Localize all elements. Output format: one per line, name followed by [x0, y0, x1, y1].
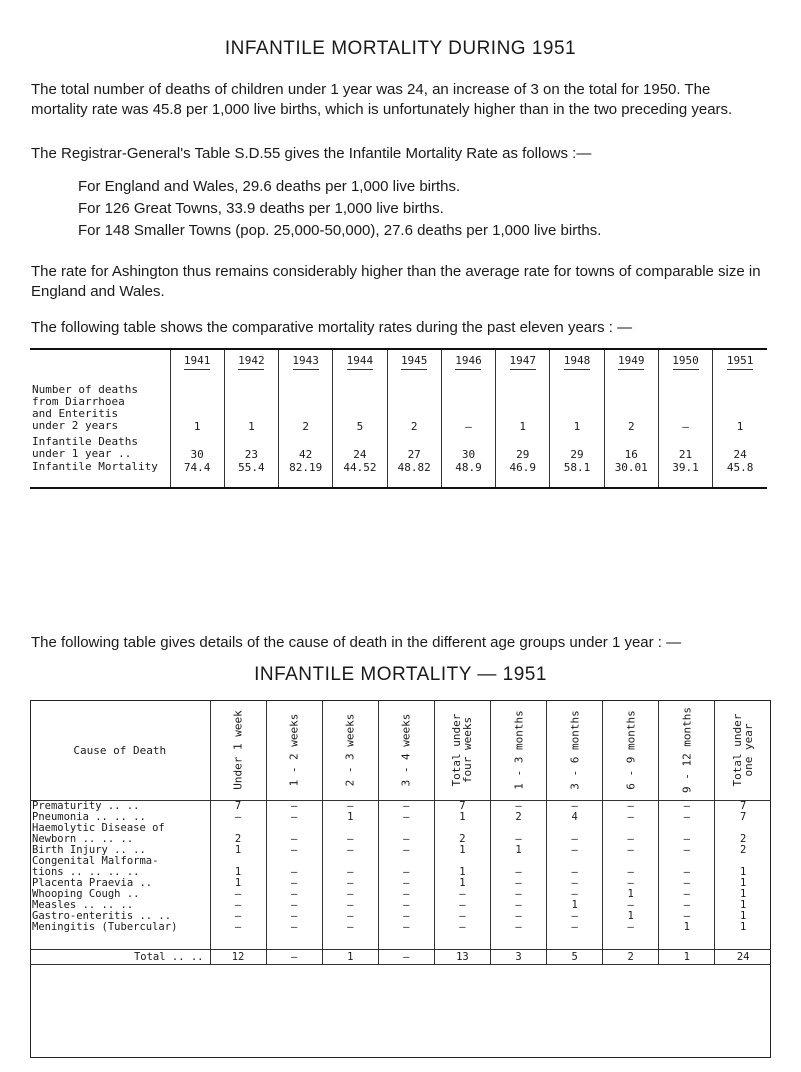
cause-header: Cause of Death [30, 700, 210, 801]
table-cell: — [210, 812, 266, 823]
table-cell [715, 933, 771, 941]
registrar-paragraph: The Registrar-General's Table S.D.55 gives the Infantile Mortality Rate as follows :— [31, 145, 592, 162]
year-header: 1948 [550, 349, 604, 378]
table-cell: — [322, 911, 378, 922]
table-cell [715, 941, 771, 950]
diarrhoea-deaths-row [30, 378, 767, 433]
table-cell: 1 [210, 878, 266, 889]
table-cell [378, 941, 434, 950]
cause-label: Whooping Cough .. [32, 888, 140, 900]
table-cell: — [322, 801, 378, 813]
table-cell: — [490, 878, 546, 889]
age-column-header: 6 - 9 months [603, 700, 659, 801]
table-cell: 1 [434, 867, 490, 878]
row-label: Infantile Mortality [32, 460, 158, 473]
table-cell: 21 [658, 433, 712, 461]
table-cell: — [322, 922, 378, 933]
table-cell [490, 941, 546, 950]
table-cell [603, 933, 659, 941]
table-cell: — [322, 867, 378, 878]
table-cell: — [603, 801, 659, 813]
table-cell: — [322, 878, 378, 889]
spacer-row [30, 933, 771, 941]
year-header-row [30, 349, 767, 378]
page-title: INFANTILE MORTALITY DURING 1951 [224, 38, 577, 59]
table-cell: — [434, 900, 490, 911]
table-cell: 1 [547, 900, 603, 911]
table-cell [659, 933, 715, 941]
table-cell: — [322, 845, 378, 856]
table-cell [490, 933, 546, 941]
table-cell: 7 [715, 801, 771, 813]
cause-intro: The following table gives details of the cause of death in the different age groups under 1 year : — [31, 634, 682, 651]
age-column-header: 3 - 4 weeks [378, 700, 434, 801]
table-cell: 7 [210, 801, 266, 813]
table-cell: — [658, 378, 712, 433]
table-cell: 1 [550, 378, 604, 433]
table-cell [434, 941, 490, 950]
table-cell: — [547, 878, 603, 889]
table-cell: — [210, 922, 266, 933]
table-cell: — [266, 878, 322, 889]
table-cell: — [266, 812, 322, 823]
table-cell: 30 [170, 433, 224, 461]
table-cell: — [378, 889, 434, 900]
age-column-header: 9 - 12 months [659, 700, 715, 801]
table-cell: — [378, 834, 434, 845]
table-cell: 16 [604, 433, 658, 461]
table-cell: — [378, 845, 434, 856]
table-cell: 27 [387, 433, 441, 461]
table-cell: — [322, 900, 378, 911]
table-cell: 46.9 [496, 461, 550, 488]
comparative-intro: The following table shows the comparative mortality rates during the past eleven years : — [31, 319, 633, 336]
table-cell: — [434, 889, 490, 900]
table-cell: 2 [387, 378, 441, 433]
table-cell: — [603, 867, 659, 878]
year-header: 1945 [387, 349, 441, 378]
table-cell: 1 [434, 845, 490, 856]
table-cell: — [603, 900, 659, 911]
cause-label: Congenital Malforma- [32, 855, 159, 867]
label-header [30, 349, 170, 378]
table-cell: 2 [210, 834, 266, 845]
intro-paragraph: The total number of deaths of children under 1 year was 24, an increase of 3 on the total for 1950. The mortality rate was 45.8 per 1,000 live births, which is unfortunately higher than in the two preceding years. [31, 81, 733, 118]
table-cell: — [266, 834, 322, 845]
cause-label: Prematurity .. .. [32, 800, 140, 812]
table-cell: — [266, 900, 322, 911]
table-cell: 55.4 [224, 461, 278, 488]
table-cell: 30.01 [604, 461, 658, 488]
table-cell: — [547, 889, 603, 900]
table-cell: 1 [434, 812, 490, 823]
age-column-header: Total under one year [715, 700, 771, 801]
table-cell: — [378, 801, 434, 813]
table-cell: — [659, 801, 715, 813]
table-cell: 1 [715, 900, 771, 911]
table-cell: — [210, 900, 266, 911]
table-cell: — [322, 834, 378, 845]
table-cell: — [322, 889, 378, 900]
total-cell: 2 [603, 950, 659, 965]
table-cell [30, 941, 210, 950]
year-header: 1944 [333, 349, 387, 378]
table-cell: 42 [279, 433, 333, 461]
table-cell: 2 [434, 834, 490, 845]
table-cell: 1 [322, 812, 378, 823]
table-cell [547, 933, 603, 941]
table-cell: 1 [224, 378, 278, 433]
table-cell: — [659, 867, 715, 878]
age-column-header: 1 - 2 weeks [266, 700, 322, 801]
table-cell: 2 [604, 378, 658, 433]
table-cell: — [490, 911, 546, 922]
table-cell: — [659, 834, 715, 845]
table-cell: 5 [333, 378, 387, 433]
table-cell: — [490, 900, 546, 911]
table-row [30, 823, 771, 834]
rate-smaller-towns: For 148 Smaller Towns (pop. 25,000-50,000), 27.6 deaths per 1,000 live births. [78, 222, 602, 239]
total-cell: — [378, 950, 434, 965]
cause-table-title: INFANTILE MORTALITY — 1951 [254, 664, 547, 685]
ashington-paragraph: The rate for Ashington thus remains considerably higher than the average rate for towns of comparable size in England and Wales. [31, 263, 761, 300]
cause-of-death-table [30, 700, 771, 965]
year-header: 1946 [441, 349, 495, 378]
table-cell: — [603, 922, 659, 933]
infantile-deaths-row [30, 433, 767, 461]
table-cell: — [659, 911, 715, 922]
table-cell: — [490, 889, 546, 900]
rate-england-wales: For England and Wales, 29.6 deaths per 1,000 live births. [78, 178, 461, 195]
table-cell: — [378, 812, 434, 823]
table-cell: 1 [210, 867, 266, 878]
table-cell [378, 933, 434, 941]
total-cell: — [266, 950, 322, 965]
table-cell [30, 933, 210, 941]
spacer-row [30, 941, 771, 950]
age-column-header: Under 1 week [210, 700, 266, 801]
table-cell: — [547, 845, 603, 856]
table-cell: — [266, 845, 322, 856]
year-header: 1950 [658, 349, 712, 378]
table-cell: 1 [715, 867, 771, 878]
table-cell: 48.82 [387, 461, 441, 488]
cause-label: Pneumonia .. .. .. [32, 811, 146, 823]
cause-label: Meningitis (Tubercular) [32, 921, 178, 933]
table-cell: — [434, 911, 490, 922]
table-cell: — [441, 378, 495, 433]
table-cell: 24 [713, 433, 767, 461]
table-cell: — [266, 889, 322, 900]
age-column-header: 2 - 3 weeks [322, 700, 378, 801]
table-cell: — [266, 911, 322, 922]
table-cell: — [547, 911, 603, 922]
table-cell: — [378, 911, 434, 922]
table-cell: 29 [550, 433, 604, 461]
table-cell [434, 933, 490, 941]
age-column-header: 1 - 3 months [490, 700, 546, 801]
table-cell: — [603, 812, 659, 823]
table-cell: — [603, 878, 659, 889]
cause-label: Measles .. .. .. [32, 899, 134, 911]
table-cell: 7 [434, 801, 490, 813]
table-cell [659, 941, 715, 950]
table-cell: 1 [715, 922, 771, 933]
table-cell: 30 [441, 433, 495, 461]
table-cell: 7 [715, 812, 771, 823]
cause-label: Newborn .. .. .. [32, 833, 134, 845]
table-cell: 4 [547, 812, 603, 823]
year-header: 1951 [713, 349, 767, 378]
year-header: 1941 [170, 349, 224, 378]
table-cell: 24 [333, 433, 387, 461]
total-cell: 12 [210, 950, 266, 965]
table-cell: — [659, 845, 715, 856]
table-cell: — [266, 867, 322, 878]
table-cell: 2 [715, 845, 771, 856]
table-cell: 1 [603, 889, 659, 900]
table-cell: — [490, 834, 546, 845]
table-cell: 1 [715, 911, 771, 922]
age-column-header: Total under four weeks [434, 700, 490, 801]
table-cell: 1 [603, 911, 659, 922]
total-label: Total .. .. [30, 950, 210, 965]
table-cell: 1 [715, 889, 771, 900]
cause-label: Birth Injury .. .. [32, 844, 146, 856]
total-cell: 1 [322, 950, 378, 965]
table-row [30, 856, 771, 867]
table-cell: 39.1 [658, 461, 712, 488]
rate-great-towns: For 126 Great Towns, 33.9 deaths per 1,000 live births. [78, 200, 444, 217]
table-cell: — [378, 878, 434, 889]
year-header: 1947 [496, 349, 550, 378]
cause-label: tions .. .. .. .. [32, 866, 140, 878]
table-cell: 1 [434, 878, 490, 889]
table-cell: — [378, 922, 434, 933]
table-cell [210, 933, 266, 941]
year-header: 1943 [279, 349, 333, 378]
table-cell [322, 933, 378, 941]
table-cell: — [603, 845, 659, 856]
table-cell: 1 [210, 845, 266, 856]
table-cell: — [490, 867, 546, 878]
cause-label: Gastro-enteritis .. .. [32, 910, 172, 922]
table-cell: 74.4 [170, 461, 224, 488]
cause-label: Haemolytic Disease of [32, 822, 165, 834]
table-row [30, 878, 771, 889]
table-cell: — [434, 922, 490, 933]
table-cell: — [659, 878, 715, 889]
table-row [30, 922, 771, 933]
table-cell: — [659, 889, 715, 900]
table-cell: — [659, 812, 715, 823]
table-cell: 2 [490, 812, 546, 823]
table-cell [266, 941, 322, 950]
table-cell: 58.1 [550, 461, 604, 488]
total-cell: 3 [490, 950, 546, 965]
table-cell: — [490, 801, 546, 813]
table-cell: — [547, 867, 603, 878]
table-cell [210, 941, 266, 950]
table-cell [322, 941, 378, 950]
table-cell: — [547, 922, 603, 933]
table-cell: — [378, 867, 434, 878]
total-cell: 1 [659, 950, 715, 965]
table-cell: — [659, 900, 715, 911]
table-cell: — [378, 900, 434, 911]
table-cell: 2 [279, 378, 333, 433]
table-cell: 23 [224, 433, 278, 461]
table-cell: 1 [713, 378, 767, 433]
cause-header-row [30, 700, 771, 801]
table-cell: — [547, 834, 603, 845]
table-cell: — [547, 801, 603, 813]
table-cell: 29 [496, 433, 550, 461]
year-header: 1942 [224, 349, 278, 378]
table-cell: 82.19 [279, 461, 333, 488]
comparative-mortality-table [30, 348, 767, 489]
table-cell: 44.52 [333, 461, 387, 488]
table-cell: — [210, 911, 266, 922]
table-cell: 1 [715, 878, 771, 889]
total-cell: 5 [547, 950, 603, 965]
table-cell [603, 941, 659, 950]
table-cell: 1 [496, 378, 550, 433]
year-header: 1949 [604, 349, 658, 378]
cause-label: Placenta Praevia .. [32, 877, 153, 889]
table-cell: — [266, 922, 322, 933]
total-cell: 24 [715, 950, 771, 965]
table-cell: 45.8 [713, 461, 767, 488]
age-column-header: 3 - 6 months [547, 700, 603, 801]
total-row [30, 950, 771, 965]
table-cell: — [490, 922, 546, 933]
table-cell: 1 [170, 378, 224, 433]
table-cell: 1 [490, 845, 546, 856]
rates-list [78, 176, 601, 242]
infantile-mortality-row [30, 461, 767, 488]
table-row [30, 889, 771, 900]
row-label: Number of deaths from Diarrhoea and Enteritis under 2 years [32, 383, 138, 432]
table-cell: — [266, 801, 322, 813]
table-cell [547, 941, 603, 950]
table-cell: 1 [659, 922, 715, 933]
table-cell: 2 [715, 834, 771, 845]
row-label: Infantile Deaths under 1 year .. [32, 435, 138, 460]
table-cell [266, 933, 322, 941]
table-cell: 48.9 [441, 461, 495, 488]
total-cell: 13 [434, 950, 490, 965]
table-cell: — [210, 889, 266, 900]
table-cell: — [603, 834, 659, 845]
